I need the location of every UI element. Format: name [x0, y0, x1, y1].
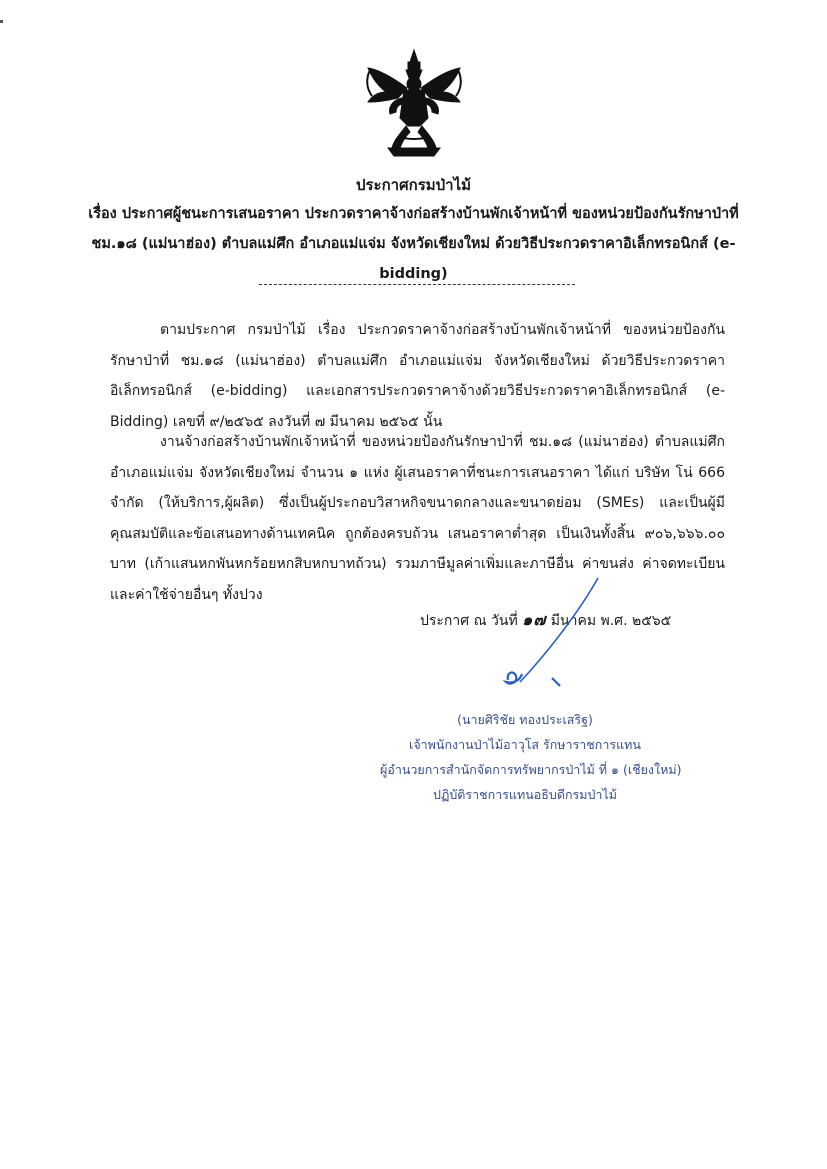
signatory-block	[380, 707, 682, 807]
date-month-year: มีนาคม พ.ศ. ๒๕๖๕	[550, 613, 672, 629]
body-paragraph-1: ตามประกาศ กรมป่าไม้ เรื่อง ประกวดราคาจ้างก่อสร้างบ้านพักเจ้าหน้าที่ ของหน่วยป้องกันรักษาป่าที่ ชม.๑๘ (แม่นาฮ่อง) ตำบลแม่ศึก อำเภอแม่แจ่ม จังหวัดเชียงใหม่ ด้วยวิธีประกวดราคาอิเล็กทรอนิกส์ (e-bidding) และเอกสารประกวดราคาจ้างด้วยวิธีประกวดราคาอิเล็กทรอนิกส์ (e-Bidding) เลขที่ ๙/๒๕๖๕ ลงวันที่ ๗ มีนาคม ๒๕๖๕ นั้น	[110, 322, 725, 430]
divider	[259, 284, 575, 285]
garuda-emblem-icon	[358, 48, 470, 160]
signatory-position-1: เจ้าพนักงานป่าไม้อาวุโส รักษาราชการแทน	[409, 737, 641, 752]
handwritten-signature	[480, 570, 630, 700]
scan-mark	[0, 20, 3, 23]
body-paragraph-2: งานจ้างก่อสร้างบ้านพักเจ้าหน้าที่ ของหน่วยป้องกันรักษาป่าที่ ชม.๑๘ (แม่นาฮ่อง) ตำบลแม่ศึก อำเภอแม่แจ่ม จังหวัดเชียงใหม่ จำนวน ๑ แห่ง ผู้เสนอราคาที่ชนะการเสนอราคา ได้แก่ บริษัท โน่ 666 จำกัด (ให้บริการ,ผู้ผลิต) ซึ่งเป็นผู้ประกอบวิสาหกิจขนาดกลางและขนาดย่อม (SMEs) และเป็นผู้มีคุณสมบัติและข้อเสนอทางด้านเทคนิค ถูกต้องครบถ้วน เสนอราคาต่ำสุด เป็นเงินทั้งสิ้น ๙๐๖,๖๖๖.๐๐ บาท (เก้าแสนหกพันหกร้อยหกสิบหกบาทถ้วน) รวมภาษีมูลค่าเพิ่มและภาษีอื่น ค่าขนส่ง ค่าจดทะเบียน และค่าใช้จ่ายอื่นๆ ทั้งปวง	[110, 434, 725, 603]
date-prefix: ประกาศ ณ วันที่	[420, 613, 518, 629]
signatory-position-3: ปฏิบัติราชการแทนอธิบดีกรมป่าไม้	[433, 787, 617, 802]
date-day: ๑๗	[522, 610, 547, 629]
subject-heading: เรื่อง ประกาศผู้ชนะการเสนอราคา ประกวดราคาจ้างก่อสร้างบ้านพักเจ้าหน้าที่ ของหน่วยป้องกันรักษาป่าที่ ชม.๑๘ (แม่นาฮ่อง) ตำบลแม่ศึก อำเภอแม่แจ่ม จังหวัดเชียงใหม่ ด้วยวิธีประกวดราคาอิเล็กทรอนิกส์ (e-bidding)	[88, 206, 739, 282]
signatory-position-2: ผู้อำนวยการสำนักจัดการทรัพยากรป่าไม้ ที่ ๑ (เชียงใหม่)	[380, 762, 682, 777]
signatory-name: (นายศิริชัย ทองประเสริฐ)	[457, 712, 593, 727]
agency-title: ประกาศกรมป่าไม้	[355, 176, 472, 194]
